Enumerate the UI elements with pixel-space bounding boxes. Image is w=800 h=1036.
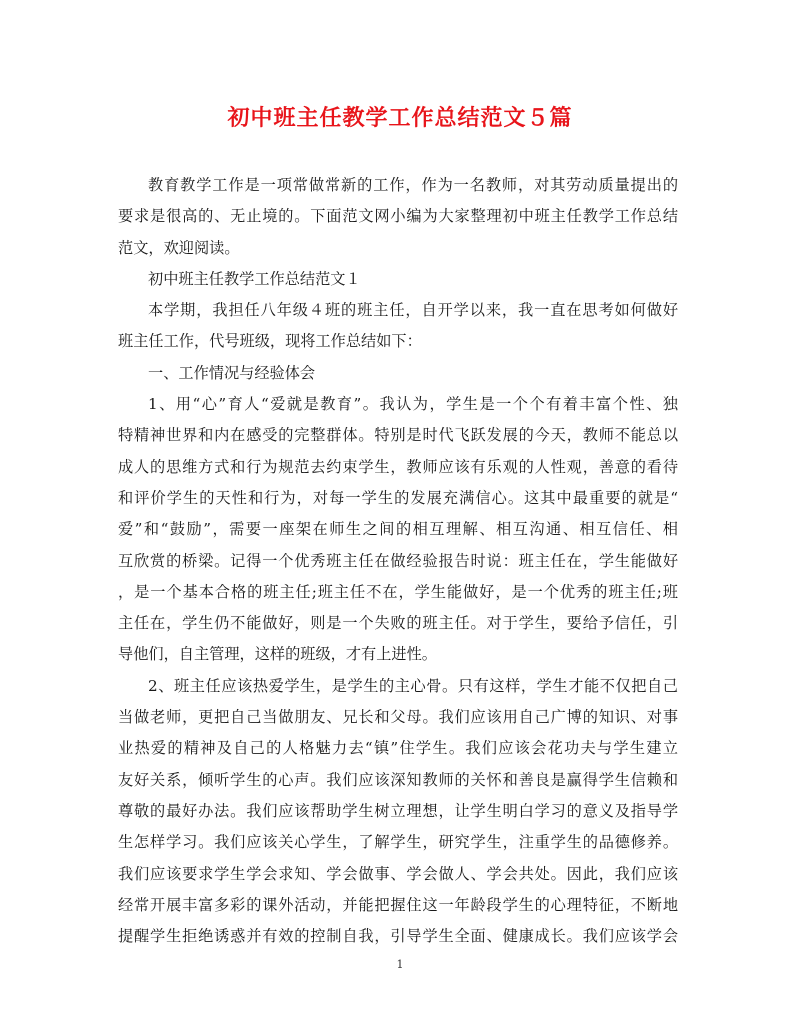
text-line: 尊敬的最好办法。我们应该帮助学生树立理想，让学生明白学习的意义及指导学	[118, 801, 678, 820]
document-body	[118, 170, 678, 952]
text-line: 提醒学生拒绝诱惑并有效的控制自我，引导学生全面、健康成长。我们应该学会	[118, 927, 678, 946]
text-line: 友好关系，倾听学生的心声。我们应该深知教师的关怀和善良是赢得学生信赖和	[118, 770, 678, 789]
text-line: 业热爱的精神及自己的人格魅力去“镇”住学生。我们应该会花功夫与学生建立	[118, 739, 678, 758]
text-line: 爱”和“鼓励”，需要一座架在师生之间的相互理解、相互沟通、相互信任、相	[118, 520, 678, 539]
text-line: 成人的思维方式和行为规范去约束学生，教师应该有乐观的人性观，善意的看待	[118, 457, 678, 476]
text-line: 范文，欢迎阅读。	[118, 238, 240, 257]
text-line: 教育教学工作是一项常做常新的工作，作为一名教师，对其劳动质量提出的	[148, 176, 678, 194]
text-line: 要求是很高的、无止境的。下面范文网小编为大家整理初中班主任教学工作总结	[118, 207, 678, 226]
text-line: 特精神世界和内在感受的完整群体。特别是时代飞跃发展的今天，教师不能总以	[118, 426, 678, 445]
text-line: 和评价学生的天性和行为，对每一学生的发展充满信心。这其中最重要的就是“	[118, 488, 678, 507]
document-title: 初中班主任教学工作总结范文５篇	[227, 105, 573, 131]
text-line: 导他们，自主管理，这样的班级，才有上进性。	[118, 645, 437, 664]
text-line: 主任在，学生仍不能做好，则是一个失败的班主任。对于学生，要给予信任，引	[118, 614, 678, 633]
text-line: 本学期，我担任八年级４班的班主任，自开学以来，我一直在思考如何做好	[148, 301, 678, 320]
text-line: 当做老师，更把自己当做朋友、兄长和父母。我们应该用自己广博的知识、对事	[118, 708, 678, 727]
section-heading: 初中班主任教学工作总结范文１	[148, 269, 361, 288]
text-line: 1、用“心”育人“爱就是教育”。我认为，学生是一个个有着丰富个性、独	[148, 395, 678, 414]
subsection-heading: 一、工作情况与经验体会	[148, 363, 316, 382]
text-line: ，是一个基本合格的班主任;班主任不在，学生能做好，是一个优秀的班主任;班	[118, 582, 678, 601]
text-line: 我们应该要求学生学会求知、学会做事、学会做人、学会共处。因此，我们应该	[118, 864, 678, 883]
page-number: 1	[396, 958, 404, 971]
text-line: 班主任工作，代号班级，现将工作总结如下：	[118, 332, 422, 351]
text-line: 经常开展丰富多彩的课外活动，并能把握住这一年龄段学生的心理特征，不断地	[118, 895, 678, 914]
text-line: 互欣赏的桥梁。记得一个优秀班主任在做经验报告时说：班主任在，学生能做好	[118, 551, 678, 570]
text-line: 2、班主任应该热爱学生，是学生的主心骨。只有这样，学生才能不仅把自己	[148, 676, 678, 695]
text-line: 生怎样学习。我们应该关心学生，了解学生，研究学生，注重学生的品德修养。	[118, 833, 678, 852]
